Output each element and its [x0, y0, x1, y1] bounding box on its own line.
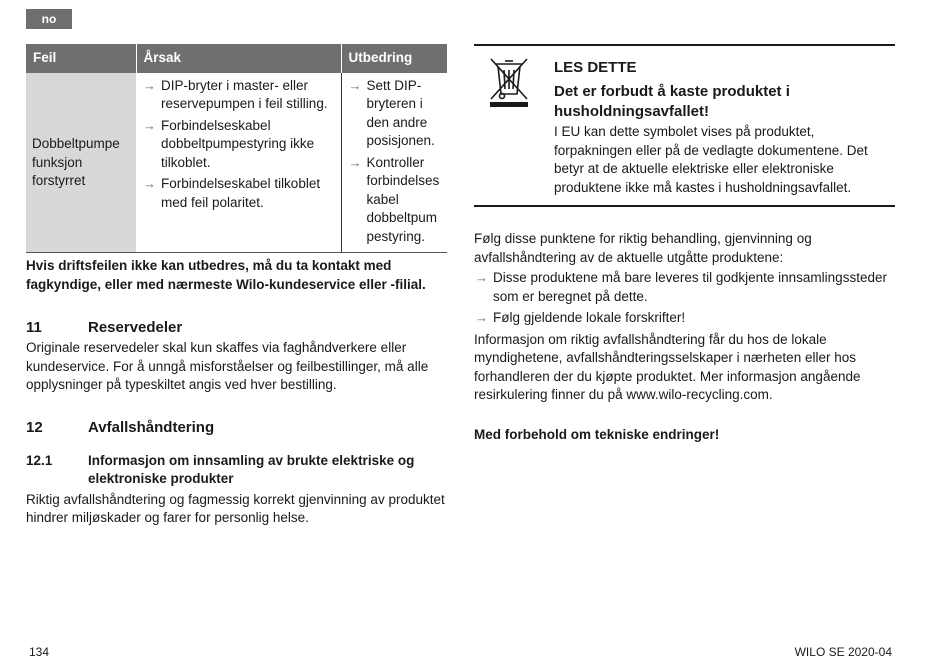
document-id: WILO SE 2020-04 — [794, 645, 892, 659]
header-arsak: Årsak — [136, 44, 341, 73]
remedy-item: → Sett DIP-bryteren i den andre posisjonen. — [348, 77, 435, 148]
disposal-bullet: → Disse produktene må bare leveres til godkjente innsamlingssteder som er beregnet på dette. — [475, 270, 887, 304]
arrow-icon: → — [348, 154, 362, 170]
disposal-info: Informasjon om riktig avfallshåndtering får du hos de lokale myndighetene, avfallshåndteringsselskaper i nærheten eller hos forhandleren der du kjøpte produktet. Mer informasjon angående resirkulering finner du på www.wilo-recycling.com. — [474, 331, 861, 402]
arrow-icon: → — [475, 310, 488, 325]
section-12-heading: 12 Avfallshåndtering — [26, 418, 215, 436]
notice-body: I EU kan dette symbolet vises på produktet, forpakningen eller på de vedlagte dokumentene. Det betyr at de aktuelle elektriske eller elektroniske produktene ikke må kastes i husholdningsavfallet. — [554, 124, 868, 195]
left-column — [26, 44, 448, 528]
section-12-1-text: Riktig avfallshåndtering og fagmessig korrekt gjenvinning av produktet hindrer miljøskader og farer for personlig helse. — [26, 491, 445, 525]
section-12-1-heading: 12.1 Informasjon om innsamling av brukte elektriske og elektroniske produkter — [26, 452, 415, 486]
page-number: 134 — [29, 645, 50, 659]
remedy-cell — [341, 73, 447, 253]
cause-cell — [136, 73, 341, 253]
disposal-intro: Følg disse punktene for riktig behandling, gjenvinning og avfallshåndtering av de aktuelle utgåtte produktene: — [474, 231, 812, 265]
notice-box — [474, 44, 895, 207]
table-row — [26, 73, 447, 253]
header-utbedring: Utbedring — [341, 44, 447, 73]
arrow-icon: → — [348, 77, 362, 93]
arrow-icon: → — [143, 176, 156, 191]
notice-heading: LES DETTE — [554, 59, 637, 76]
cause-item: → Forbindelseskabel tilkoblet med feil polaritet. — [143, 176, 321, 210]
cause-item: → Forbindelseskabel dobbeltpumpestyring ikke tilkoblet. — [143, 117, 315, 170]
technical-reservation: Med forbehold om tekniske endringer! — [474, 426, 720, 442]
crossed-out-wheelie-bin-icon — [488, 56, 530, 108]
arrow-icon: → — [475, 270, 488, 285]
cause-item: → DIP-bryter i master- eller reservepumpen i feil stilling. — [143, 77, 328, 111]
troubleshooting-table — [26, 44, 447, 253]
fault-cell: Dobbeltpumpe funksjon forstyrret — [26, 73, 136, 253]
right-column — [474, 44, 895, 444]
remedy-item: → Kontroller forbindelses kabel dobbeltpum pestyring. — [348, 154, 440, 244]
arrow-icon: → — [143, 117, 156, 133]
support-warning: Hvis driftsfeilen ikke kan utbedres, må du ta kontakt med fagkyndige, eller med nærmeste Wilo-kundeservice eller -filial. — [26, 258, 426, 292]
section-11-text: Originale reservedeler skal kun skaffes via faghåndverkere eller kundeservice. For å unngå misforståelser og feilbestillinger, må alle opplysninger på typeskiltet angis ved hver bestilling. — [26, 340, 429, 392]
notice-subheading: Det er forbudt å kaste produktet i husholdningsavfallet! — [554, 83, 790, 120]
notice-content — [554, 58, 889, 197]
language-tag: no — [26, 9, 72, 29]
header-feil: Feil — [26, 44, 136, 73]
section-11-heading: 11 Reservedeler — [26, 319, 183, 336]
disposal-bullet: → Følg gjeldende lokale forskrifter! — [474, 309, 895, 328]
arrow-icon: → — [143, 77, 156, 93]
